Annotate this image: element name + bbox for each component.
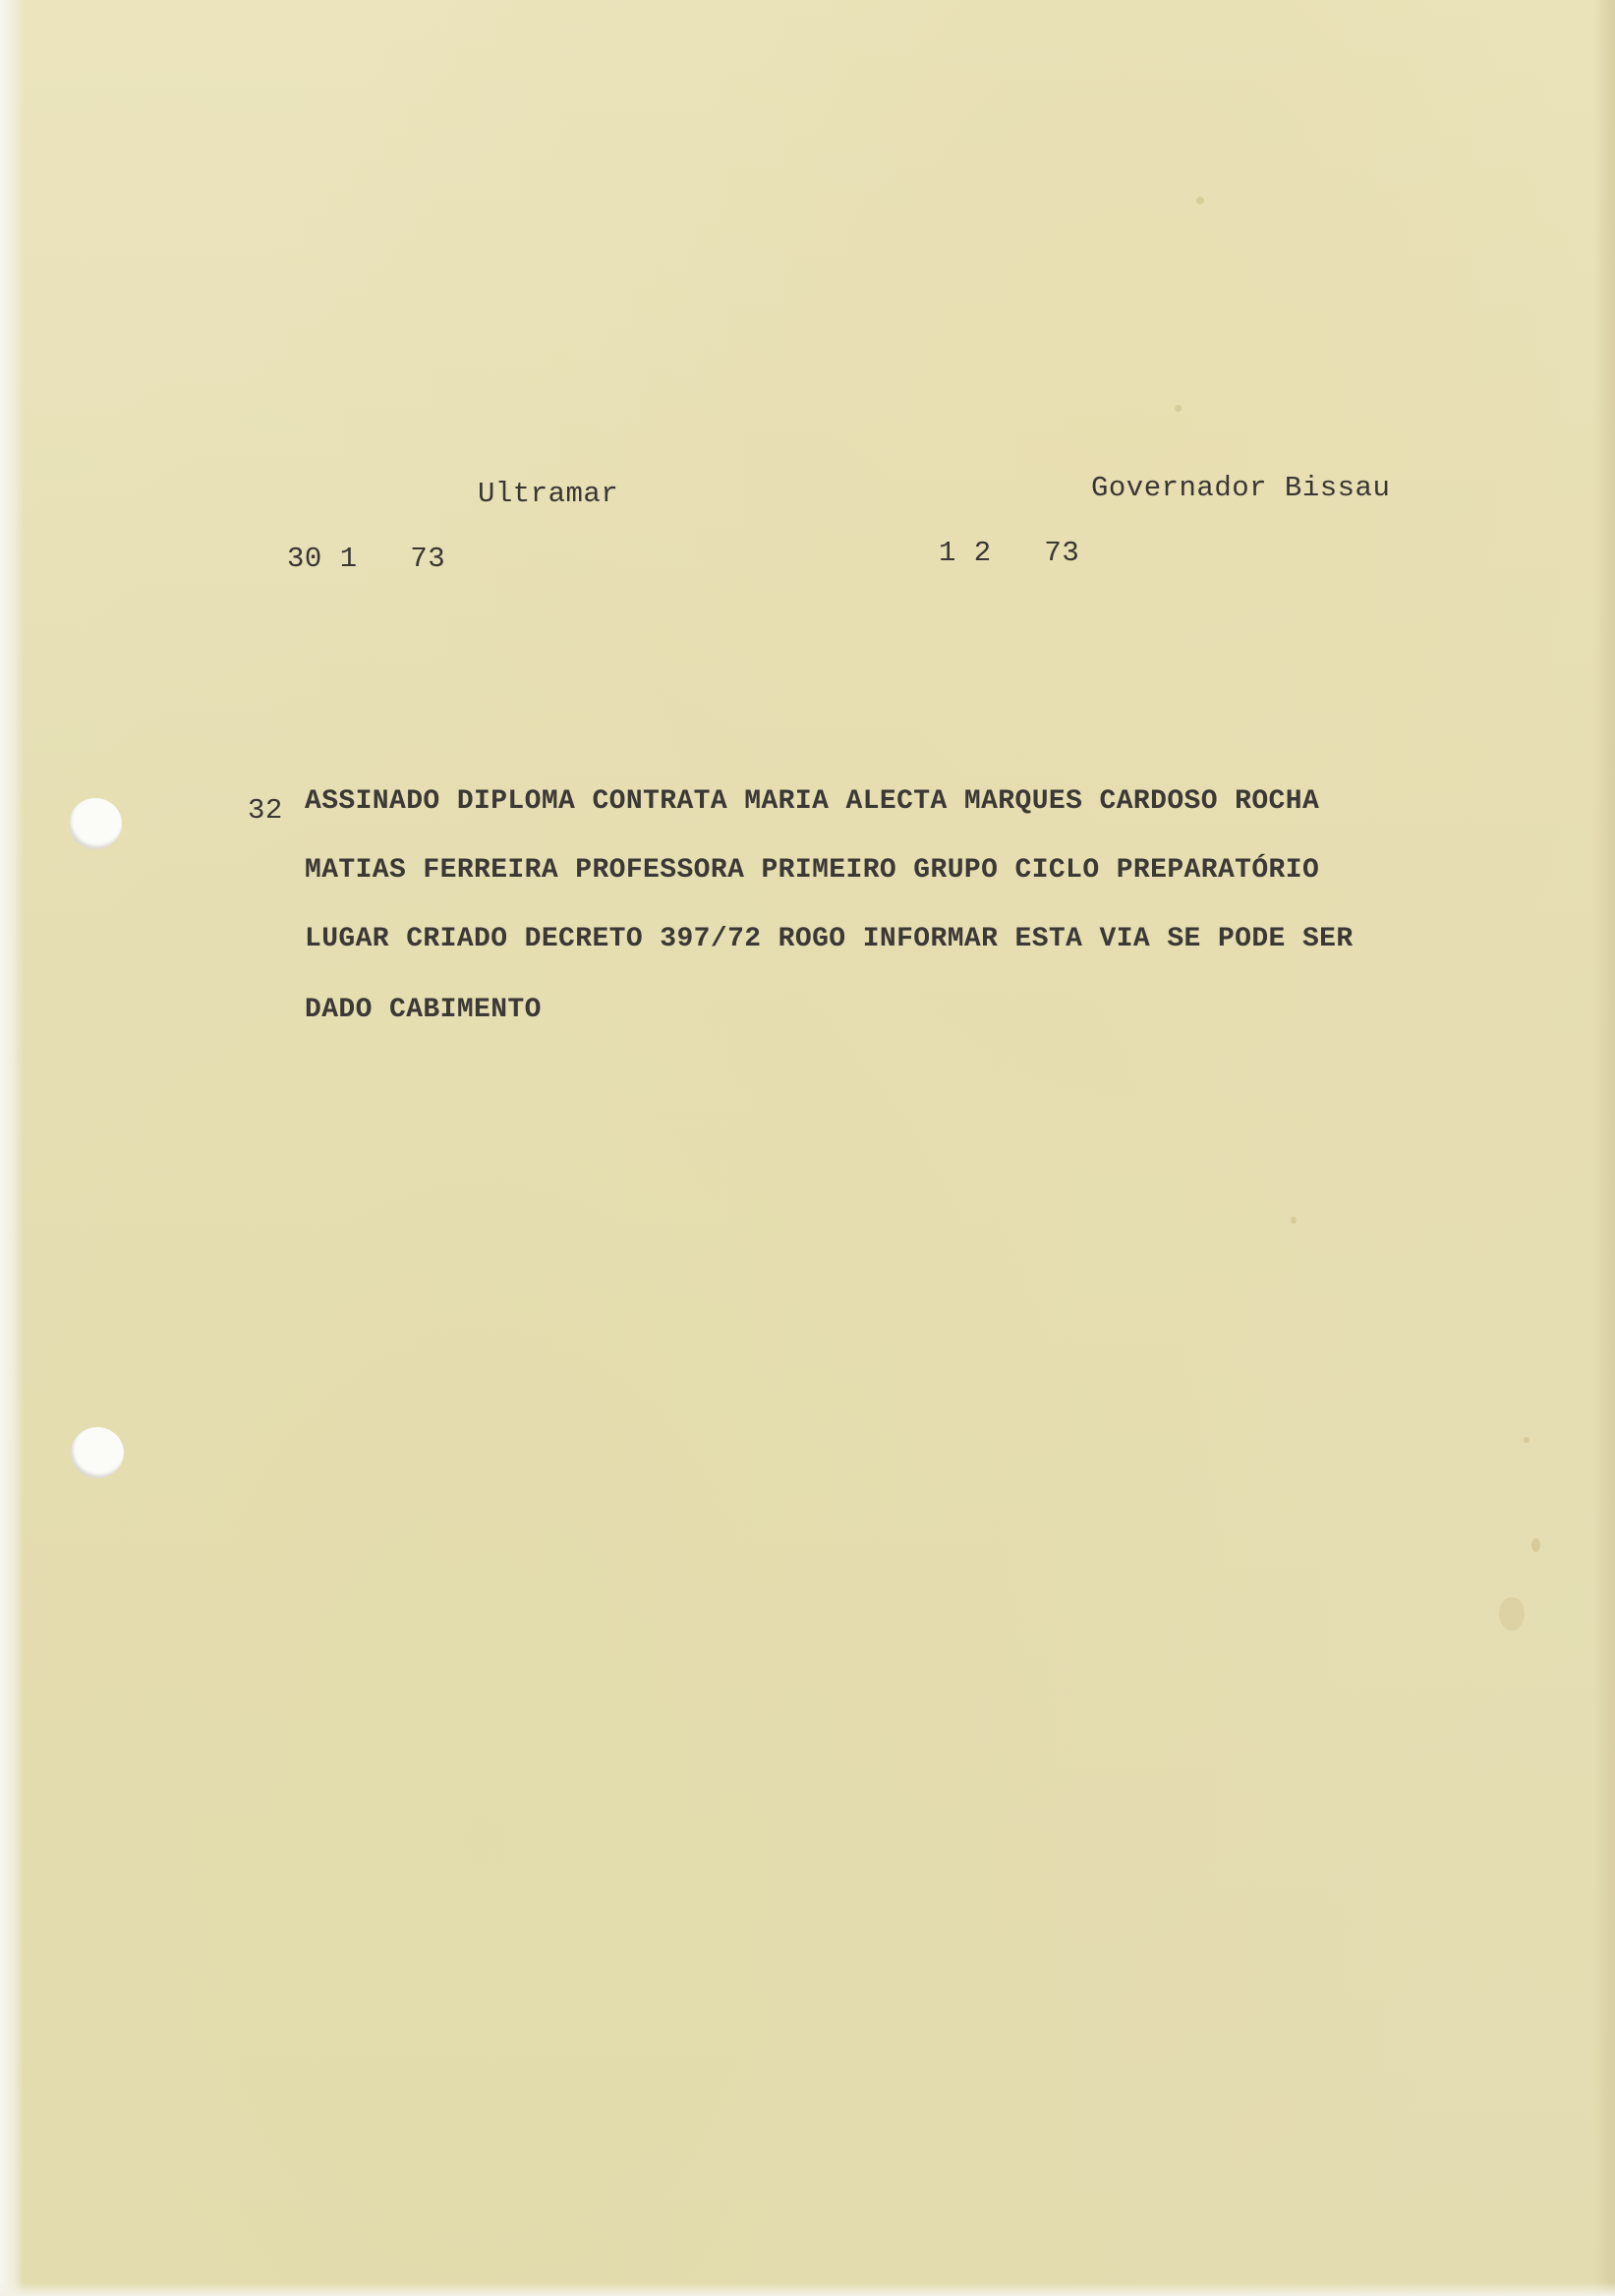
destination-date: 1 2 73 bbox=[939, 537, 1080, 569]
paper-spot bbox=[1291, 1217, 1297, 1224]
paper-spot bbox=[1524, 1437, 1529, 1443]
paper-spot bbox=[1531, 1538, 1540, 1552]
paper-right-edge bbox=[1593, 0, 1615, 2296]
message-line: DADO CABIMENTO bbox=[305, 995, 542, 1025]
message-line: ASSINADO DIPLOMA CONTRATA MARIA ALECTA MARQUES CARDOSO ROCHA bbox=[305, 786, 1320, 817]
paper-spot bbox=[1175, 405, 1182, 412]
punch-hole-bottom bbox=[71, 1427, 124, 1478]
punch-hole-top bbox=[69, 798, 122, 849]
paper-bottom-edge bbox=[0, 2282, 1615, 2296]
destination-label: Governador Bissau bbox=[1091, 472, 1391, 504]
paper-left-edge bbox=[0, 0, 24, 2296]
paper-spot bbox=[1499, 1597, 1525, 1631]
origin-date: 30 1 73 bbox=[287, 543, 446, 575]
origin-label: Ultramar bbox=[478, 478, 619, 510]
paper-spot bbox=[1196, 197, 1204, 204]
message-line: LUGAR CRIADO DECRETO 397/72 ROGO INFORMAR ESTA VIA SE PODE SER bbox=[305, 924, 1354, 954]
message-line: MATIAS FERREIRA PROFESSORA PRIMEIRO GRUPO CICLO PREPARATÓRIO bbox=[305, 855, 1320, 886]
message-number: 32 bbox=[248, 794, 283, 827]
